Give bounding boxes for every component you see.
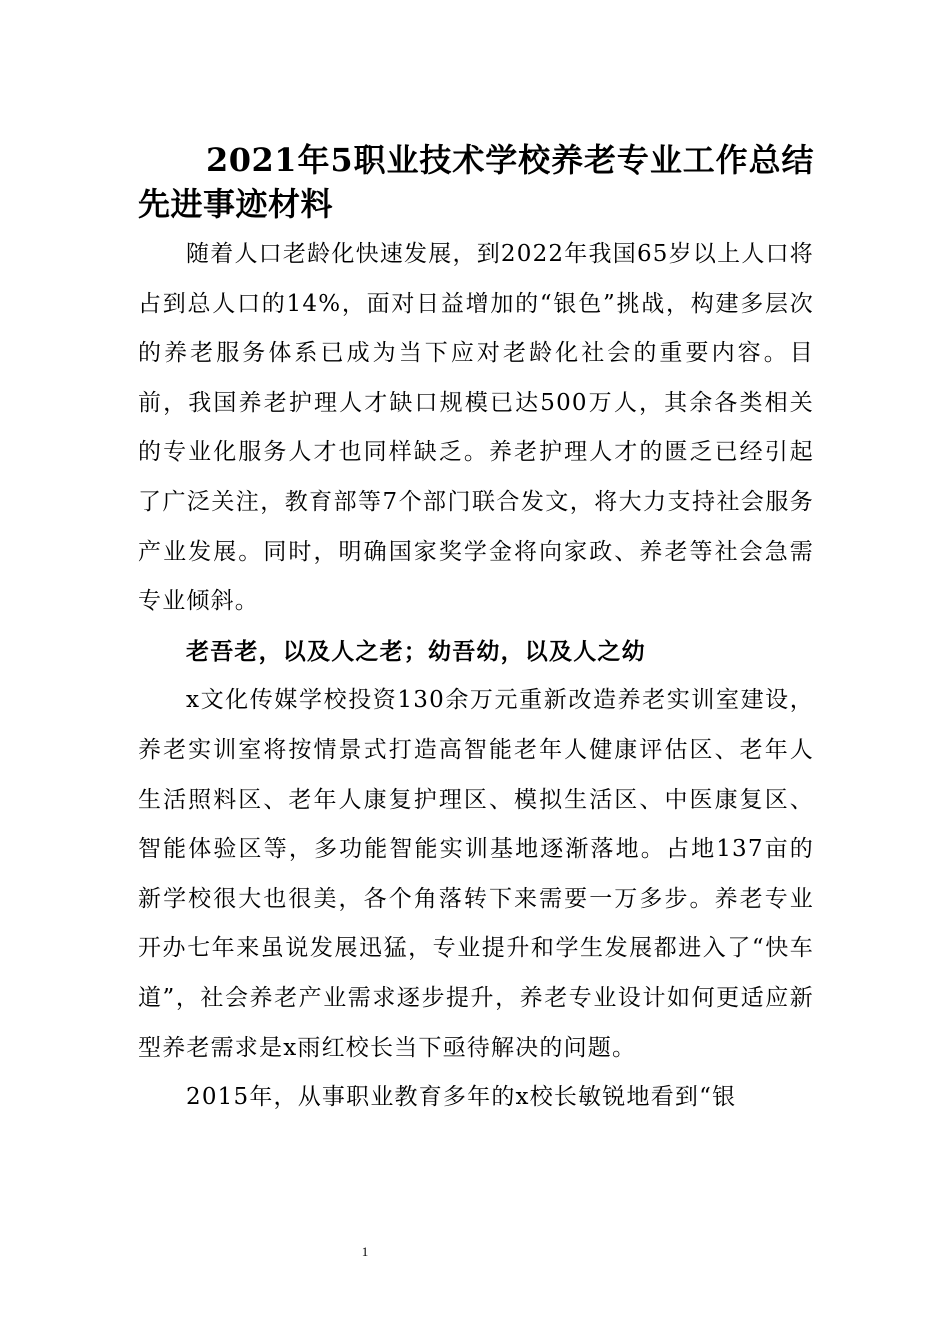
document-body [138, 138, 814, 1123]
document-title: 2021年5职业技术学校养老专业工作总结先进事迹材料 [138, 141, 814, 223]
body-paragraph-3: 2015年，从事职业教育多年的x校长敏锐地看到“银 [186, 1084, 737, 1111]
page-number: 1 [361, 1244, 369, 1259]
section-heading: 老吾老，以及人之老；幼吾幼，以及人之幼 [186, 637, 646, 665]
body-paragraph-1: 随着人口老龄化快速发展，到2022年我国65岁以上人口将占到总人口的14%，面对日益增加的“银色”挑战，构建多层次的养老服务体系已成为当下应对老龄化社会的重要内容。目前，我国养老护理人才缺口规模已达500万人，其余各类相关的专业化服务人才也同样缺乏。养老护理人才的匮乏已经引起了广泛关注，教育部等7个部门联合发文，将大力支持社会服务产业发展。同时，明确国家奖学金将向家政、养老等社会急需专业倾斜。 [138, 241, 814, 615]
body-paragraph-2: x文化传媒学校投资130余万元重新改造养老实训室建设，养老实训室将按情景式打造高智能老年人健康评估区、老年人生活照料区、老年人康复护理区、模拟生活区、中医康复区、智能体验区等，多功能智能实训基地逐渐落地。占地137亩的新学校很大也很美，各个角落转下来需要一万多步。养老专业开办七年来虽说发展迅猛，专业提升和学生发展都进入了“快车道”，社会养老产业需求逐步提升，养老专业设计如何更适应新型养老需求是x雨红校长当下亟待解决的问题。 [138, 687, 814, 1061]
